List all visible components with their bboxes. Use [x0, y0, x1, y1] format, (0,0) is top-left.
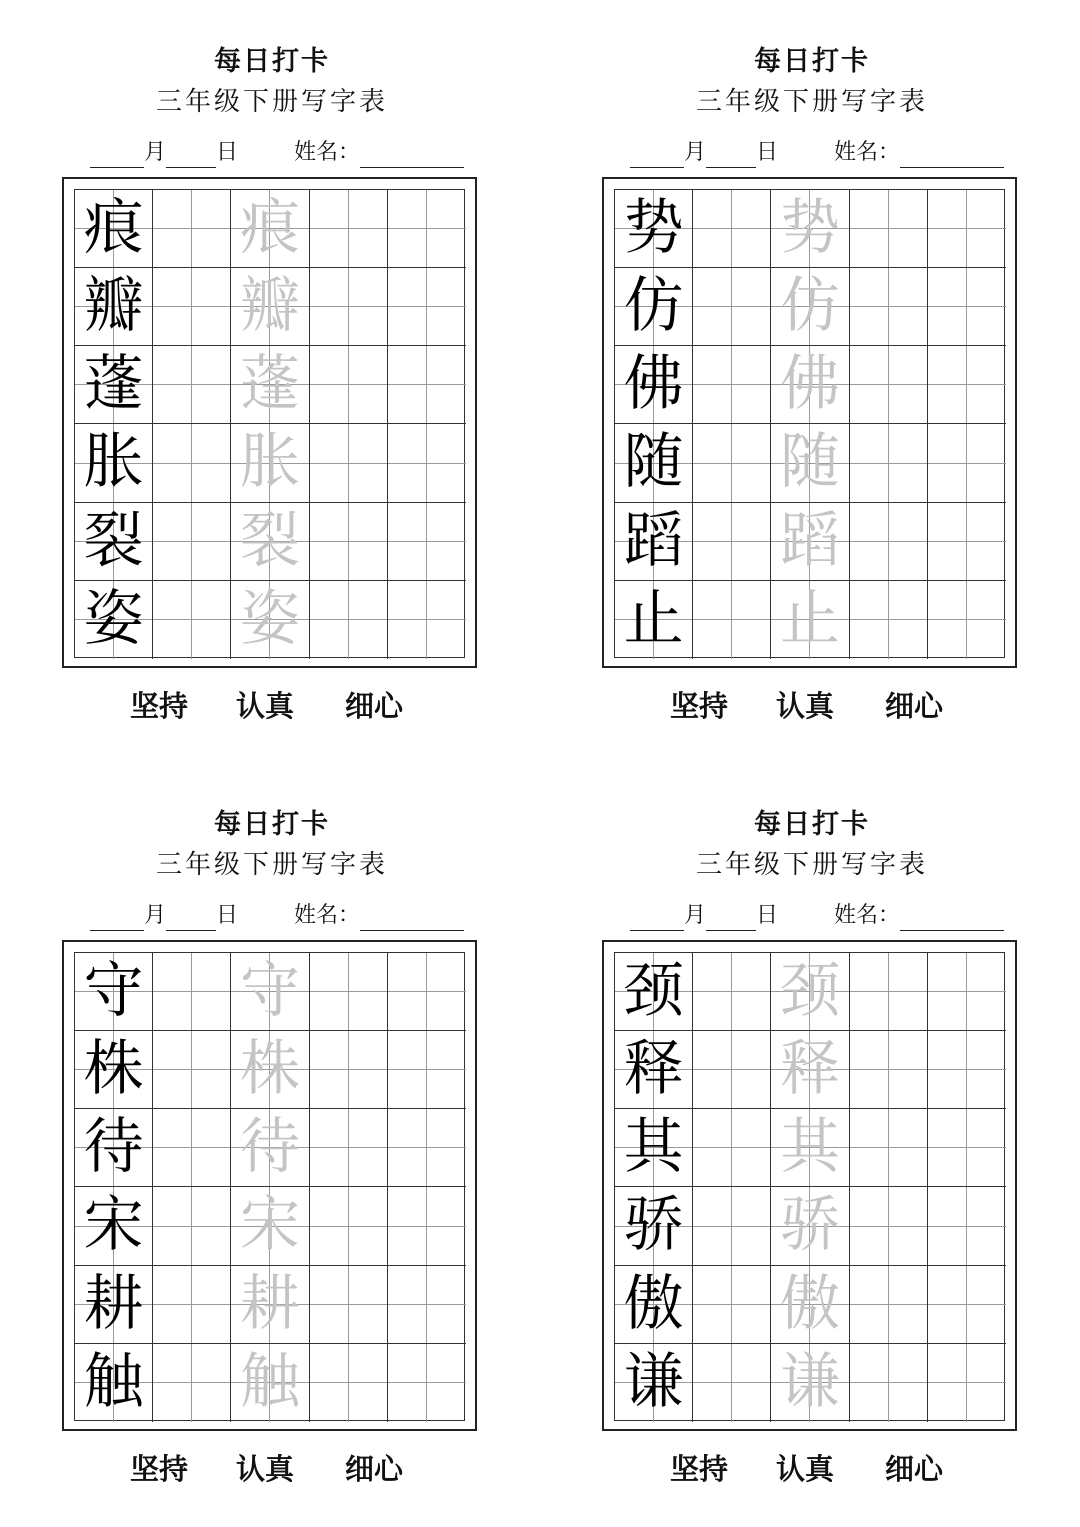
- trace-character: 守: [239, 956, 300, 1026]
- blank-practice-cell[interactable]: [693, 268, 771, 346]
- model-char-cell: [615, 953, 693, 1031]
- worksheet: [62, 0, 482, 740]
- motto-word: 细心: [345, 1452, 404, 1486]
- blank-practice-cell[interactable]: [693, 581, 771, 659]
- model-char-cell: [75, 581, 153, 659]
- writing-grid: [74, 189, 465, 658]
- model-character: 待: [83, 1112, 144, 1183]
- blank-practice-cell[interactable]: [388, 1187, 466, 1265]
- motto-word: 细心: [885, 689, 944, 723]
- blank-practice-cell[interactable]: [310, 953, 388, 1031]
- blank-practice-cell[interactable]: [310, 268, 388, 346]
- model-character: 宋: [83, 1190, 144, 1261]
- month-blank[interactable]: [630, 907, 684, 931]
- blank-practice-cell[interactable]: [693, 190, 771, 268]
- blank-practice-cell[interactable]: [388, 1344, 466, 1422]
- trace-char-cell: [771, 1031, 849, 1109]
- blank-practice-cell[interactable]: [153, 1187, 231, 1265]
- model-character: 姿: [83, 583, 144, 654]
- name-blank[interactable]: [360, 907, 464, 931]
- blank-practice-cell[interactable]: [310, 503, 388, 581]
- model-char-cell: [75, 1031, 153, 1109]
- model-character: 随: [623, 427, 684, 498]
- blank-practice-cell[interactable]: [850, 346, 928, 424]
- blank-practice-cell[interactable]: [928, 346, 1006, 424]
- model-character: 谦: [623, 1346, 684, 1417]
- trace-char-cell: [771, 1109, 849, 1187]
- trace-char-cell: [771, 1344, 849, 1422]
- trace-character: 傲: [779, 1268, 840, 1339]
- blank-practice-cell[interactable]: [310, 581, 388, 659]
- blank-practice-cell[interactable]: [310, 1266, 388, 1344]
- model-character: 耕: [83, 1268, 144, 1339]
- model-character: 胀: [83, 427, 144, 498]
- trace-character: 止: [779, 583, 840, 654]
- name-label: 姓名：: [294, 140, 361, 165]
- day-blank[interactable]: [706, 144, 756, 168]
- blank-practice-cell[interactable]: [850, 268, 928, 346]
- model-character: 裂: [83, 505, 144, 576]
- model-character: 释: [623, 1034, 684, 1105]
- blank-practice-cell[interactable]: [388, 346, 466, 424]
- sheet-title: 每日打卡: [214, 809, 330, 840]
- model-character: 株: [83, 1034, 144, 1105]
- model-char-cell: [75, 1187, 153, 1265]
- trace-character: 仿: [779, 271, 840, 342]
- blank-practice-cell[interactable]: [310, 1344, 388, 1422]
- model-character: 蹈: [623, 505, 684, 576]
- trace-character: 姿: [239, 583, 300, 654]
- motto: [62, 1449, 482, 1489]
- blank-practice-cell[interactable]: [310, 1109, 388, 1187]
- trace-character: 瓣: [239, 271, 300, 342]
- date-name-line: [630, 138, 1022, 168]
- trace-char-cell: [771, 346, 849, 424]
- trace-char-cell: [771, 268, 849, 346]
- model-char-cell: [75, 190, 153, 268]
- blank-practice-cell[interactable]: [928, 1344, 1006, 1422]
- model-char-cell: [615, 1187, 693, 1265]
- blank-practice-cell[interactable]: [310, 346, 388, 424]
- name-label: 姓名：: [834, 140, 901, 165]
- model-char-cell: [615, 1031, 693, 1109]
- motto-word: 认真: [236, 1452, 295, 1486]
- trace-character: 蓬: [239, 349, 300, 420]
- blank-practice-cell[interactable]: [388, 1109, 466, 1187]
- model-character: 瓣: [83, 271, 144, 342]
- model-character: 势: [623, 193, 684, 263]
- trace-char-cell: [771, 503, 849, 581]
- blank-practice-cell[interactable]: [153, 581, 231, 659]
- trace-char-cell: [231, 581, 309, 659]
- day-label: 日: [216, 140, 239, 165]
- blank-practice-cell[interactable]: [388, 503, 466, 581]
- blank-practice-cell[interactable]: [693, 1187, 771, 1265]
- blank-practice-cell[interactable]: [693, 1266, 771, 1344]
- blank-practice-cell[interactable]: [310, 424, 388, 502]
- motto-word: 细心: [345, 689, 404, 723]
- model-character: 守: [83, 956, 144, 1026]
- worksheet: [602, 0, 1022, 740]
- motto-word: 细心: [885, 1452, 944, 1486]
- month-blank[interactable]: [630, 144, 684, 168]
- motto-word: 认真: [776, 1452, 835, 1486]
- month-label: 月: [684, 140, 707, 165]
- trace-character: 蹈: [779, 505, 840, 576]
- model-char-cell: [75, 1109, 153, 1187]
- practice-frame: [62, 177, 477, 668]
- blank-practice-cell[interactable]: [153, 1344, 231, 1422]
- model-char-cell: [75, 953, 153, 1031]
- blank-practice-cell[interactable]: [693, 346, 771, 424]
- month-label: 月: [684, 903, 707, 928]
- model-character: 触: [83, 1346, 144, 1417]
- model-char-cell: [615, 581, 693, 659]
- model-character: 蓬: [83, 349, 144, 420]
- model-character: 止: [623, 583, 684, 654]
- sheet-subtitle: 三年级下册写字表: [695, 87, 928, 117]
- trace-char-cell: [771, 424, 849, 502]
- name-blank[interactable]: [900, 144, 1004, 168]
- trace-char-cell: [231, 346, 309, 424]
- worksheet: [602, 763, 1022, 1503]
- trace-character: 其: [779, 1112, 840, 1183]
- blank-practice-cell[interactable]: [153, 1266, 231, 1344]
- month-blank[interactable]: [90, 144, 144, 168]
- motto-word: 认真: [236, 689, 295, 723]
- trace-char-cell: [231, 1344, 309, 1422]
- blank-practice-cell[interactable]: [928, 1109, 1006, 1187]
- model-char-cell: [75, 424, 153, 502]
- blank-practice-cell[interactable]: [850, 1109, 928, 1187]
- model-character: 其: [623, 1112, 684, 1183]
- model-character: 傲: [623, 1268, 684, 1339]
- trace-character: 宋: [239, 1190, 300, 1261]
- sheet-subtitle: 三年级下册写字表: [155, 850, 388, 880]
- model-char-cell: [75, 1266, 153, 1344]
- blank-practice-cell[interactable]: [928, 581, 1006, 659]
- trace-char-cell: [771, 581, 849, 659]
- blank-practice-cell[interactable]: [693, 424, 771, 502]
- day-label: 日: [756, 140, 779, 165]
- trace-char-cell: [231, 1266, 309, 1344]
- sheet-subtitle: 三年级下册写字表: [695, 850, 928, 880]
- motto-word: 坚持: [130, 689, 189, 723]
- date-name-line: [90, 138, 482, 168]
- blank-practice-cell[interactable]: [693, 1109, 771, 1187]
- trace-character: 颈: [779, 956, 840, 1026]
- trace-char-cell: [231, 1109, 309, 1187]
- model-character: 痕: [83, 193, 144, 263]
- motto-word: 坚持: [130, 1452, 189, 1486]
- blank-practice-cell[interactable]: [153, 1109, 231, 1187]
- blank-practice-cell[interactable]: [388, 953, 466, 1031]
- blank-practice-cell[interactable]: [850, 953, 928, 1031]
- blank-practice-cell[interactable]: [153, 190, 231, 268]
- model-char-cell: [615, 346, 693, 424]
- model-character: 骄: [623, 1190, 684, 1261]
- blank-practice-cell[interactable]: [153, 953, 231, 1031]
- name-label: 姓名：: [294, 903, 361, 928]
- blank-practice-cell[interactable]: [388, 190, 466, 268]
- model-char-cell: [615, 424, 693, 502]
- blank-practice-cell[interactable]: [928, 503, 1006, 581]
- blank-practice-cell[interactable]: [928, 1266, 1006, 1344]
- writing-grid: [614, 189, 1005, 658]
- model-char-cell: [615, 190, 693, 268]
- sheet-title: 每日打卡: [754, 809, 870, 840]
- trace-character: 株: [239, 1034, 300, 1105]
- trace-character: 骄: [779, 1190, 840, 1261]
- blank-practice-cell[interactable]: [388, 1266, 466, 1344]
- blank-practice-cell[interactable]: [928, 953, 1006, 1031]
- trace-char-cell: [231, 1031, 309, 1109]
- motto: [602, 686, 1022, 726]
- blank-practice-cell[interactable]: [388, 424, 466, 502]
- sheet-title: 每日打卡: [754, 46, 870, 77]
- trace-character: 耕: [239, 1268, 300, 1339]
- motto: [602, 1449, 1022, 1489]
- trace-char-cell: [231, 1187, 309, 1265]
- date-name-line: [630, 901, 1022, 931]
- blank-practice-cell[interactable]: [928, 424, 1006, 502]
- blank-practice-cell[interactable]: [153, 503, 231, 581]
- sheet-title: 每日打卡: [214, 46, 330, 77]
- trace-char-cell: [231, 953, 309, 1031]
- model-char-cell: [615, 1344, 693, 1422]
- model-char-cell: [615, 503, 693, 581]
- model-char-cell: [615, 1266, 693, 1344]
- practice-frame: [602, 177, 1017, 668]
- blank-practice-cell[interactable]: [388, 268, 466, 346]
- model-char-cell: [75, 503, 153, 581]
- trace-char-cell: [771, 953, 849, 1031]
- trace-character: 触: [239, 1346, 300, 1417]
- month-label: 月: [144, 903, 167, 928]
- model-character: 仿: [623, 271, 684, 342]
- blank-practice-cell[interactable]: [850, 503, 928, 581]
- blank-practice-cell[interactable]: [693, 1031, 771, 1109]
- practice-frame: [602, 940, 1017, 1431]
- blank-practice-cell[interactable]: [928, 190, 1006, 268]
- motto-word: 认真: [776, 689, 835, 723]
- model-char-cell: [75, 1344, 153, 1422]
- trace-character: 随: [779, 427, 840, 498]
- model-character: 佛: [623, 349, 684, 420]
- model-char-cell: [75, 268, 153, 346]
- trace-character: 释: [779, 1034, 840, 1105]
- trace-char-cell: [231, 424, 309, 502]
- blank-practice-cell[interactable]: [310, 1187, 388, 1265]
- trace-char-cell: [231, 268, 309, 346]
- name-blank[interactable]: [900, 907, 1004, 931]
- motto-word: 坚持: [670, 1452, 729, 1486]
- trace-character: 待: [239, 1112, 300, 1183]
- blank-practice-cell[interactable]: [153, 1031, 231, 1109]
- blank-practice-cell[interactable]: [310, 190, 388, 268]
- trace-character: 胀: [239, 427, 300, 498]
- model-char-cell: [615, 1109, 693, 1187]
- blank-practice-cell[interactable]: [850, 1344, 928, 1422]
- motto: [62, 686, 482, 726]
- name-blank[interactable]: [360, 144, 464, 168]
- day-blank[interactable]: [166, 907, 216, 931]
- day-blank[interactable]: [706, 907, 756, 931]
- sheet-subtitle: 三年级下册写字表: [155, 87, 388, 117]
- model-character: 颈: [623, 956, 684, 1026]
- month-blank[interactable]: [90, 907, 144, 931]
- trace-char-cell: [771, 1266, 849, 1344]
- blank-practice-cell[interactable]: [928, 1031, 1006, 1109]
- blank-practice-cell[interactable]: [693, 953, 771, 1031]
- writing-grid: [74, 952, 465, 1421]
- trace-char-cell: [231, 503, 309, 581]
- blank-practice-cell[interactable]: [850, 581, 928, 659]
- practice-frame: [62, 940, 477, 1431]
- blank-practice-cell[interactable]: [310, 1031, 388, 1109]
- trace-char-cell: [771, 190, 849, 268]
- name-label: 姓名：: [834, 903, 901, 928]
- trace-char-cell: [231, 190, 309, 268]
- worksheet: [62, 763, 482, 1503]
- blank-practice-cell[interactable]: [153, 346, 231, 424]
- model-char-cell: [75, 346, 153, 424]
- motto-word: 坚持: [670, 689, 729, 723]
- day-label: 日: [216, 903, 239, 928]
- writing-grid: [614, 952, 1005, 1421]
- trace-character: 势: [779, 193, 840, 263]
- blank-practice-cell[interactable]: [850, 190, 928, 268]
- blank-practice-cell[interactable]: [388, 1031, 466, 1109]
- blank-practice-cell[interactable]: [928, 1187, 1006, 1265]
- blank-practice-cell[interactable]: [850, 1266, 928, 1344]
- trace-character: 谦: [779, 1346, 840, 1417]
- blank-practice-cell[interactable]: [153, 268, 231, 346]
- blank-practice-cell[interactable]: [850, 1187, 928, 1265]
- day-blank[interactable]: [166, 144, 216, 168]
- model-char-cell: [615, 268, 693, 346]
- trace-char-cell: [771, 1187, 849, 1265]
- blank-practice-cell[interactable]: [928, 268, 1006, 346]
- blank-practice-cell[interactable]: [850, 1031, 928, 1109]
- blank-practice-cell[interactable]: [850, 424, 928, 502]
- blank-practice-cell[interactable]: [388, 581, 466, 659]
- blank-practice-cell[interactable]: [693, 503, 771, 581]
- day-label: 日: [756, 903, 779, 928]
- month-label: 月: [144, 140, 167, 165]
- date-name-line: [90, 901, 482, 931]
- blank-practice-cell[interactable]: [153, 424, 231, 502]
- trace-character: 裂: [239, 505, 300, 576]
- trace-character: 痕: [239, 193, 300, 263]
- blank-practice-cell[interactable]: [693, 1344, 771, 1422]
- trace-character: 佛: [779, 349, 840, 420]
